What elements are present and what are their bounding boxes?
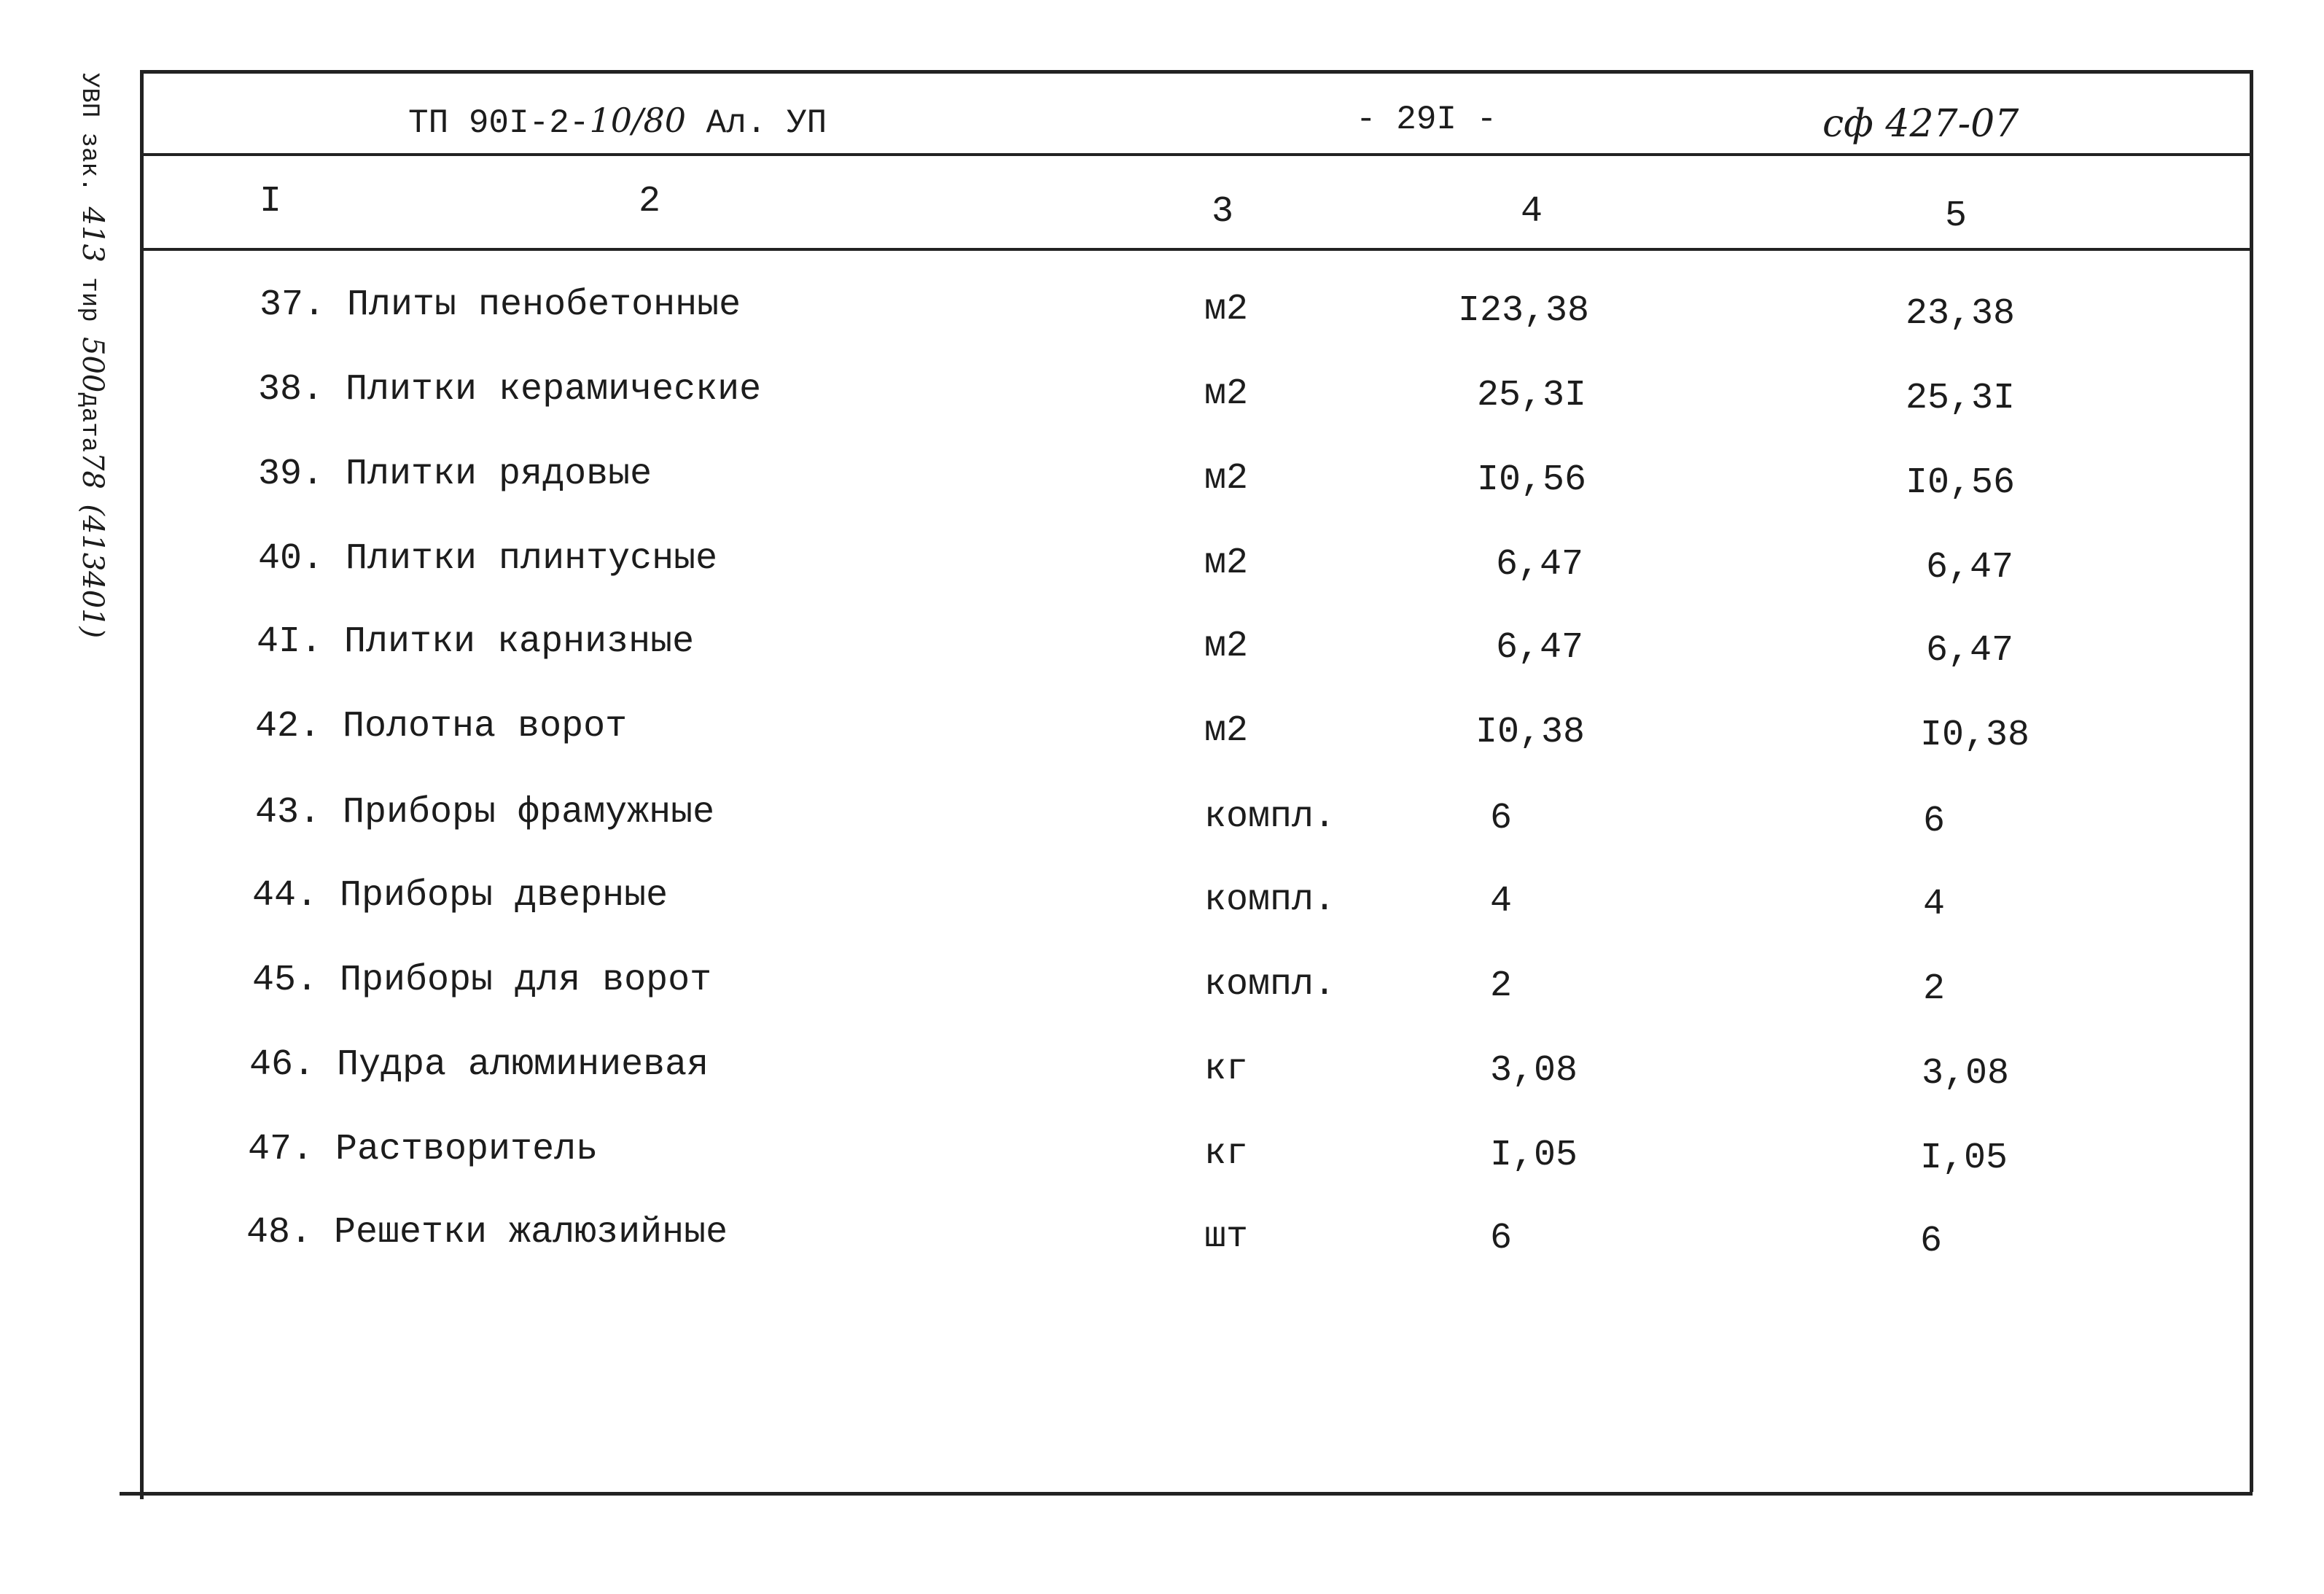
quantity-col4: 6,47: [1496, 627, 1584, 669]
quantity-col5: I0,56: [1906, 462, 2016, 504]
material-name: 48. Решетки жалюзийные: [246, 1212, 728, 1253]
project-prefix: ТП 90I-2-: [408, 104, 590, 142]
quantity-col4: 6,47: [1496, 544, 1584, 586]
quantity-col5: 23,38: [1906, 293, 2016, 335]
material-name: 42. Полотна ворот: [255, 706, 628, 747]
unit: м2: [1204, 458, 1249, 499]
quantity-col5: 6,47: [1926, 630, 2014, 672]
column-header-divider: [143, 248, 2253, 251]
table-row: [0, 538, 2324, 611]
material-name: 44. Приборы дверные: [252, 875, 668, 917]
stamp-tir-value: 500: [76, 337, 109, 393]
frame-bottom-border: [120, 1492, 2253, 1496]
quantity-col4: I,05: [1490, 1135, 1578, 1176]
quantity-col4: 4: [1490, 881, 1513, 922]
quantity-col5: I0,38: [1920, 715, 2030, 756]
table-row: [0, 454, 2324, 526]
material-name: 39. Плитки рядовые: [258, 454, 652, 495]
unit: шт: [1204, 1216, 1249, 1258]
quantity-col4: I23,38: [1458, 290, 1590, 332]
quantity-col4: 6: [1490, 798, 1513, 839]
material-name: 43. Приборы фрамужные: [255, 792, 715, 833]
quantity-col5: 6: [1920, 1221, 1943, 1262]
table-row: [0, 1044, 2324, 1117]
table-row: [0, 706, 2324, 779]
page-number: - 29I -: [1356, 101, 1497, 139]
quantity-col5: 25,3I: [1906, 378, 2016, 419]
unit: м2: [1204, 543, 1249, 584]
unit: компл.: [1204, 964, 1336, 1006]
quantity-col4: I0,56: [1477, 459, 1587, 501]
unit: компл.: [1204, 796, 1336, 838]
material-name: 37. Плиты пенобетонные: [260, 284, 741, 326]
quantity-col5: I,05: [1920, 1138, 2008, 1179]
material-name: 4I. Плитки карнизные: [257, 621, 695, 663]
frame-top-border: [143, 70, 2253, 74]
material-name: 45. Приборы для ворот: [252, 960, 712, 1001]
material-name: 46. Пудра алюминиевая: [249, 1044, 709, 1086]
quantity-col4: 6: [1490, 1218, 1513, 1259]
quantity-col5: 4: [1923, 884, 1946, 925]
stamp-order-no: 413: [76, 206, 109, 263]
project-hand: 10/80: [589, 101, 687, 140]
quantity-col5: 3,08: [1922, 1053, 2010, 1095]
stamp-date-value: 78: [76, 452, 109, 489]
table-row: [0, 1129, 2324, 1202]
table-row: [0, 875, 2324, 948]
unit: м2: [1204, 373, 1249, 415]
table-row: [0, 960, 2324, 1033]
unit: компл.: [1204, 879, 1336, 921]
column-header-1: I: [260, 181, 282, 222]
unit: м2: [1204, 289, 1249, 330]
material-name: 40. Плитки плинтусные: [258, 538, 718, 580]
header-divider: [143, 153, 2253, 156]
quantity-col4: 2: [1490, 965, 1513, 1007]
quantity-col4: 25,3I: [1477, 375, 1587, 416]
table-row: [0, 1212, 2324, 1285]
table-row: [0, 792, 2324, 865]
column-header-4: 4: [1521, 191, 1543, 233]
stamp-tir-label: тир: [75, 277, 103, 322]
project-suffix: Ал. УП: [686, 104, 827, 142]
unit: м2: [1204, 626, 1249, 667]
stamp-sheet: (413401): [76, 504, 109, 639]
unit: кг: [1204, 1049, 1249, 1090]
quantity-col5: 2: [1923, 968, 1946, 1010]
table-row: [0, 284, 2324, 357]
table-row: [0, 369, 2324, 442]
quantity-col4: I0,38: [1475, 712, 1586, 753]
material-name: 47. Растворитель: [248, 1129, 598, 1170]
quantity-col4: 3,08: [1490, 1050, 1578, 1092]
quantity-col5: 6,47: [1926, 547, 2014, 588]
stamp-label: УВП зак.: [75, 73, 103, 193]
unit: м2: [1204, 710, 1249, 752]
column-header-5: 5: [1945, 195, 1968, 237]
column-header-2: 2: [639, 181, 661, 222]
quantity-col5: 6: [1923, 801, 1946, 842]
column-header-3: 3: [1212, 191, 1234, 233]
material-name: 38. Плитки керамические: [258, 369, 762, 411]
table-row: [0, 621, 2324, 694]
unit: кг: [1204, 1133, 1249, 1175]
stamp-date-label: дата: [75, 392, 103, 453]
project-code: [408, 101, 827, 142]
sheet-reference: сф 427-07: [1822, 102, 2019, 146]
